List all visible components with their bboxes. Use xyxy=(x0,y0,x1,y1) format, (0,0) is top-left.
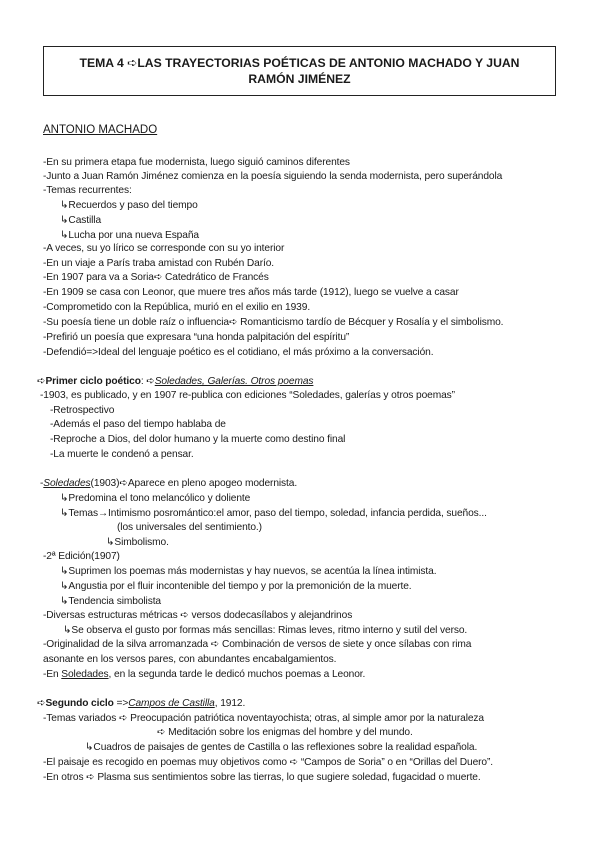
pointer-icon: ➪ xyxy=(37,376,46,387)
primer-ciclo-subitem: ↳Tendencia simbolista xyxy=(60,596,162,607)
section-heading: ANTONIO MACHADO xyxy=(43,124,158,136)
colon-arrow: : ➪ xyxy=(140,376,155,387)
segundo-ciclo-heading xyxy=(37,697,245,710)
segundo-ciclo-label: Segundo ciclo xyxy=(45,698,114,709)
soledades-title: Soledades xyxy=(43,478,91,489)
primer-ciclo-line: -Reproche a Dios, del dolor humano y la muerte como destino final xyxy=(50,434,346,445)
primer-ciclo-line: -Además el paso del tiempo hablaba de xyxy=(50,419,226,430)
title-line-1: TEMA 4 ➪LAS TRAYECTORIAS POÉTICAS DE ANTONIO MACHADO Y JUAN xyxy=(79,56,520,70)
segundo-ciclo-line: -En otros ➪ Plasma sus sentimientos sobre las tierras, lo que sugiere soledad, fugacidad o muerte. xyxy=(43,772,481,783)
text-part: -En xyxy=(43,669,62,680)
primer-ciclo-subitem: ↳Se observa el gusto por formas más sencillas: Rimas leves, ritmo interno y sutil del verso. xyxy=(63,625,468,636)
intro-line: -En un viaje a París traba amistad con Rubén Darío. xyxy=(43,258,275,269)
intro-line: -En 1907 para va a Soria➪ Catedrático de Francés xyxy=(43,272,269,283)
intro-line: -Comprometido con la República, murió en el exilio en 1939. xyxy=(43,302,311,313)
dash: - xyxy=(40,478,44,489)
title-line-2: RAMÓN JIMÉNEZ xyxy=(248,72,351,86)
intro-line: -A veces, su yo lírico se corresponde con su yo interior xyxy=(43,243,285,254)
intro-subitem: ↳Castilla xyxy=(60,215,102,226)
primer-ciclo-line: -1903, es publicado, y en 1907 re-publica con ediciones “Soledades, galerías y otros poemas” xyxy=(40,390,455,401)
primer-ciclo-subitem: (los universales del sentimiento.) xyxy=(117,522,262,533)
soledades-line xyxy=(40,477,297,490)
intro-line: -En su primera etapa fue modernista, luego siguió caminos diferentes xyxy=(43,157,350,168)
intro-line: -Defendió=>Ideal del lenguaje poético es el cotidiano, el más próximo a la conversación. xyxy=(43,347,434,358)
intro-line: -Su poesía tiene un doble raíz o influencia➪ Romanticismo tardío de Bécquer y Rosalía y el simbolismo. xyxy=(43,317,504,328)
intro-subitem: ↳Recuerdos y paso del tiempo xyxy=(60,200,198,211)
primer-ciclo-line xyxy=(43,668,365,681)
primer-ciclo-subitem: ↳Simbolismo. xyxy=(106,537,169,548)
primer-ciclo-heading xyxy=(37,375,313,388)
text-part: , en la segunda tarde le dedicó muchos poemas a Leonor. xyxy=(108,669,366,680)
year: , 1912. xyxy=(214,698,246,709)
arrow: => xyxy=(113,698,129,709)
intro-line: -Temas recurrentes: xyxy=(43,185,132,196)
primer-ciclo-line: -2ª Edición(1907) xyxy=(43,551,120,562)
pointer-icon: ➪ xyxy=(37,698,46,709)
segundo-ciclo-line: -El paisaje es recogido en poemas muy objetivos como ➪ “Campos de Soria” o en “Orillas del Duero”. xyxy=(43,757,494,768)
title-box xyxy=(43,46,556,96)
primer-ciclo-line: -Retrospectivo xyxy=(50,405,115,416)
intro-line: -En 1909 se casa con Leonor, que muere tres años más tarde (1912), luego se vuelve a casar xyxy=(43,287,459,298)
intro-line: -Junto a Juan Ramón Jiménez comienza en la poesía siguiendo la senda modernista, pero superándola xyxy=(43,171,503,182)
primer-ciclo-line: -Originalidad de la silva arromanzada ➪ Combinación de versos de siete y once sílabas con rima xyxy=(43,639,472,650)
primer-ciclo-subitem: ↳Temas→Intimismo posromántico:el amor, paso del tiempo, soledad, infancia perdida, sueños... xyxy=(60,508,487,519)
primer-ciclo-line: -Diversas estructuras métricas ➪ versos dodecasílabos y alejandrinos xyxy=(43,610,353,621)
primer-ciclo-subitem: ↳Angustia por el fluir incontenible del tiempo y por la premonición de la muerte. xyxy=(60,581,412,592)
primer-ciclo-label: Primer ciclo poético xyxy=(45,376,141,387)
soledades-title: Soledades xyxy=(61,669,109,680)
segundo-ciclo-work: Campos de Castilla xyxy=(128,698,215,709)
primer-ciclo-works: Soledades, Galerías. Otros poemas xyxy=(154,376,314,387)
intro-line: -Prefirió un poesía que expresara “una honda palpitación del espíritu” xyxy=(43,332,350,343)
primer-ciclo-line: asonante en los versos pares, con abundantes encabalgamientos. xyxy=(43,654,337,665)
segundo-ciclo-line: -Temas variados ➪ Preocupación patriótica noventayochista; otras, al simple amor por la naturaleza xyxy=(43,713,484,724)
soledades-rest: (1903)➪Aparece en pleno apogeo modernista. xyxy=(90,478,298,489)
intro-subitem: ↳Lucha por una nueva España xyxy=(60,230,199,241)
segundo-ciclo-subitem: ↳Cuadros de paisajes de gentes de Castilla o las reflexiones sobre la realidad española. xyxy=(85,742,478,753)
primer-ciclo-line: -La muerte le condenó a pensar. xyxy=(50,449,194,460)
primer-ciclo-subitem: ↳Suprimen los poemas más modernistas y hay nuevos, se acentúa la línea intimista. xyxy=(60,566,437,577)
primer-ciclo-subitem: ↳Predomina el tono melancólico y doliente xyxy=(60,493,251,504)
segundo-ciclo-subitem: ➪ Meditación sobre los enigmas del hombre y del mundo. xyxy=(157,727,413,738)
